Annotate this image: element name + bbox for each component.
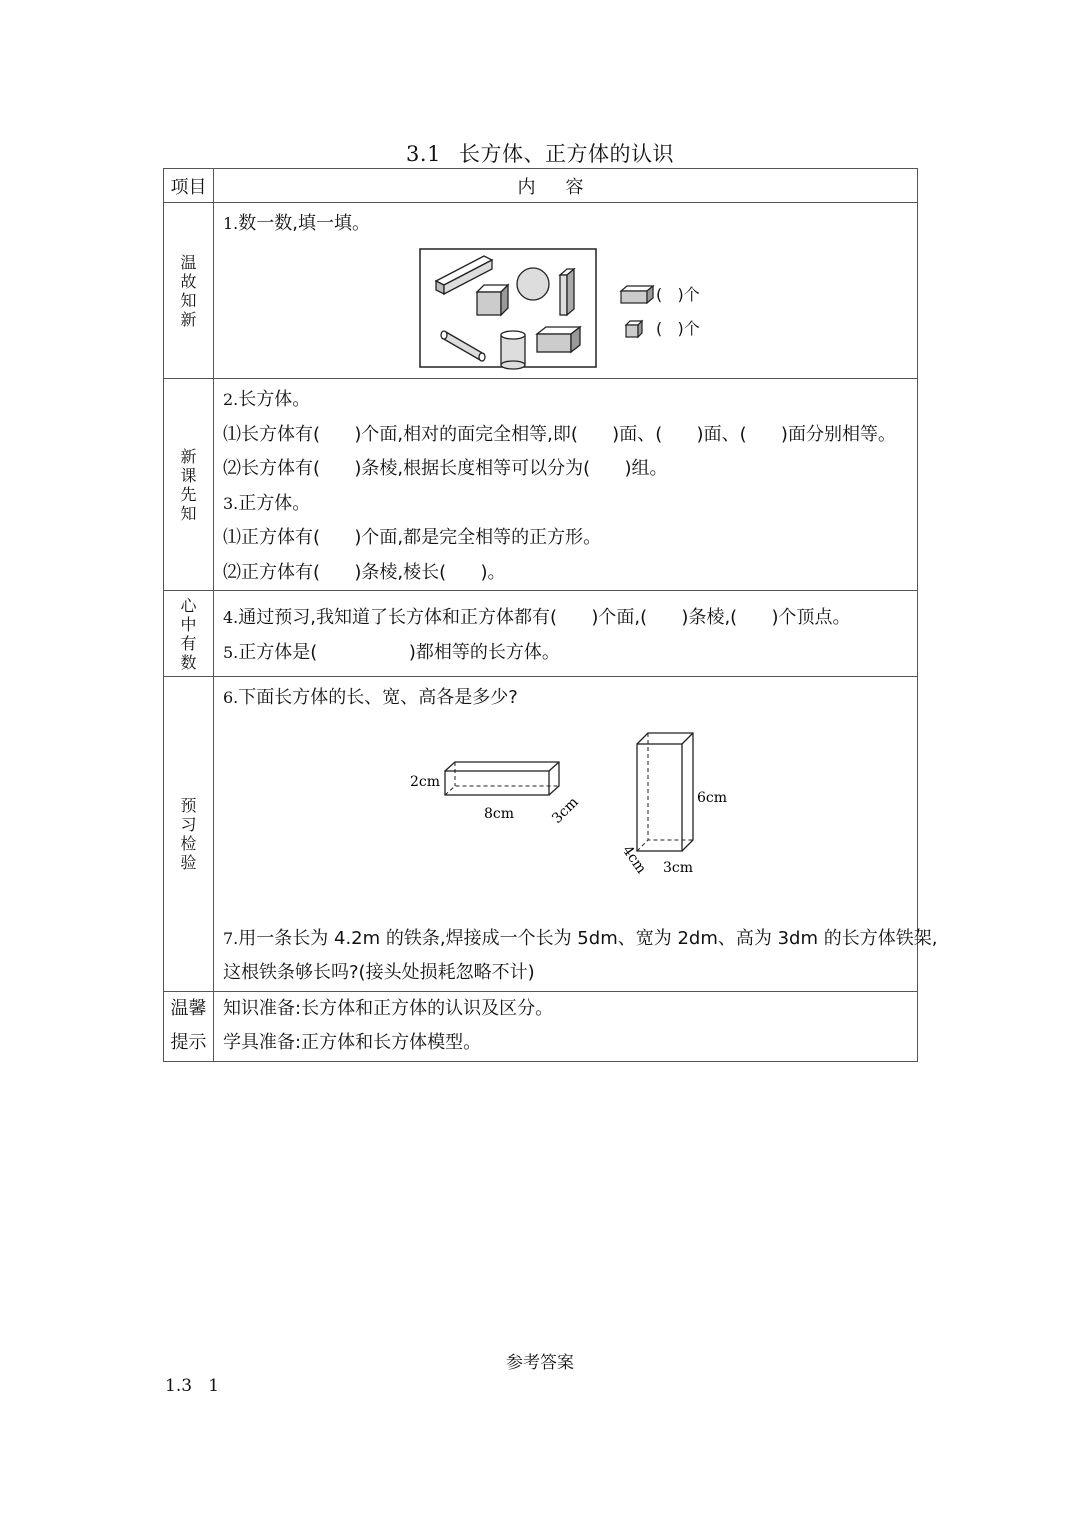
check-label: 预习检验 bbox=[180, 795, 197, 872]
mind-label-cell bbox=[164, 591, 214, 677]
box1-width-label: 3cm bbox=[549, 793, 582, 827]
box1-shape bbox=[445, 762, 559, 795]
q3-num: 3. bbox=[223, 493, 239, 513]
q6-num: 6. bbox=[223, 688, 239, 707]
cylinder-shape bbox=[501, 331, 525, 369]
header-content: 内容 bbox=[214, 169, 918, 203]
new-row bbox=[164, 379, 918, 591]
q2-2: ⑵长方体有( )条棱,根据长度相等可以分为( )组。 bbox=[223, 458, 668, 479]
tips-label-1: 温馨 bbox=[170, 998, 207, 1019]
q6-text: 下面长方体的长、宽、高各是多少? bbox=[238, 687, 518, 708]
page-title bbox=[0, 138, 1080, 168]
rod-shape bbox=[441, 331, 485, 361]
mind-content bbox=[214, 591, 918, 677]
flat-box-shape bbox=[537, 327, 580, 352]
q7-text1: 用一条长为 4.2m 的铁条,焊接成一个长为 5dm、宽为 2dm、高为 3dm 的长方体铁架, bbox=[238, 927, 938, 949]
q2-num: 2. bbox=[223, 390, 239, 409]
tips-row bbox=[164, 991, 918, 1061]
q1 bbox=[214, 203, 917, 242]
q3-2: ⑵正方体有( )条棱,棱长( )。 bbox=[223, 561, 506, 583]
q2-text: 长方体。 bbox=[238, 389, 311, 410]
q2 bbox=[214, 383, 917, 418]
answers-text: 1.3 1 bbox=[165, 1376, 220, 1396]
cube-legend-icon bbox=[626, 321, 642, 337]
cube-shape bbox=[477, 285, 508, 315]
q1-num: 1. bbox=[223, 214, 239, 233]
mind-row bbox=[164, 591, 918, 677]
tips-content bbox=[214, 991, 918, 1061]
header-row bbox=[164, 169, 918, 203]
box2-depth-label: 4cm bbox=[618, 842, 650, 877]
shapes-figure bbox=[214, 242, 917, 372]
q5 bbox=[214, 636, 917, 671]
title-number: 3.1 bbox=[406, 142, 441, 166]
cuboid-count: ( )个 bbox=[656, 284, 700, 304]
new-label: 新课先知 bbox=[180, 446, 197, 523]
q5-text: 正方体是( )都相等的长方体。 bbox=[238, 641, 560, 663]
q7-line1 bbox=[214, 922, 938, 957]
box1-length-label: 8cm bbox=[484, 805, 515, 822]
new-content bbox=[214, 379, 918, 591]
q3-1: ⑴正方体有( )个面,都是完全相等的正方形。 bbox=[223, 527, 602, 548]
q7-line2: 这根铁条够长吗?(接头处损耗忽略不计) bbox=[223, 962, 535, 983]
q6 bbox=[214, 677, 917, 716]
box2-height-label: 6cm bbox=[697, 789, 728, 806]
tips-line-2: 学具准备:正方体和长方体模型。 bbox=[223, 1032, 482, 1053]
box2-width-label: 3cm bbox=[663, 859, 694, 876]
boxes-figure bbox=[214, 716, 917, 922]
box1-height-label: 2cm bbox=[410, 773, 441, 790]
q4-num: 4. bbox=[223, 608, 239, 627]
review-row bbox=[164, 203, 918, 379]
q5-num: 5. bbox=[223, 642, 239, 662]
boxes-svg bbox=[214, 716, 919, 922]
q7-num: 7. bbox=[223, 928, 239, 948]
cuboid-legend-icon bbox=[621, 286, 653, 303]
worksheet-table bbox=[163, 168, 938, 1062]
check-content bbox=[214, 677, 938, 992]
tips-line-1: 知识准备:长方体和正方体的认识及区分。 bbox=[223, 997, 554, 1019]
q4-text: 通过预习,我知道了长方体和正方体都有( )个面,( )条棱,( )个顶点。 bbox=[238, 607, 851, 628]
header-item: 项目 bbox=[164, 169, 214, 203]
check-label-cell bbox=[164, 677, 214, 992]
q3-text: 正方体。 bbox=[238, 492, 311, 514]
new-label-cell bbox=[164, 379, 214, 591]
tips-label-2: 提示 bbox=[170, 1032, 207, 1053]
cube-count: ( )个 bbox=[656, 318, 700, 338]
check-row bbox=[164, 677, 918, 992]
q2-1: ⑴长方体有( )个面,相对的面完全相等,即( )面、( )面、( )面分别相等。 bbox=[223, 423, 896, 445]
shapes-svg bbox=[214, 242, 919, 372]
mind-label: 心中有数 bbox=[180, 595, 197, 672]
vertical-bar-shape bbox=[560, 269, 574, 315]
tips-label-cell bbox=[164, 991, 214, 1061]
answers-title: 参考答案 bbox=[506, 1353, 574, 1373]
review-label: 温故知新 bbox=[180, 252, 197, 329]
q1-text: 数一数,填一填。 bbox=[238, 213, 370, 234]
review-label-cell bbox=[164, 203, 214, 379]
q3 bbox=[214, 487, 917, 522]
box2-shape bbox=[637, 733, 693, 851]
title-text: 长方体、正方体的认识 bbox=[458, 142, 674, 166]
review-content bbox=[214, 203, 918, 379]
q4 bbox=[214, 601, 917, 636]
sphere-shape bbox=[517, 268, 549, 300]
